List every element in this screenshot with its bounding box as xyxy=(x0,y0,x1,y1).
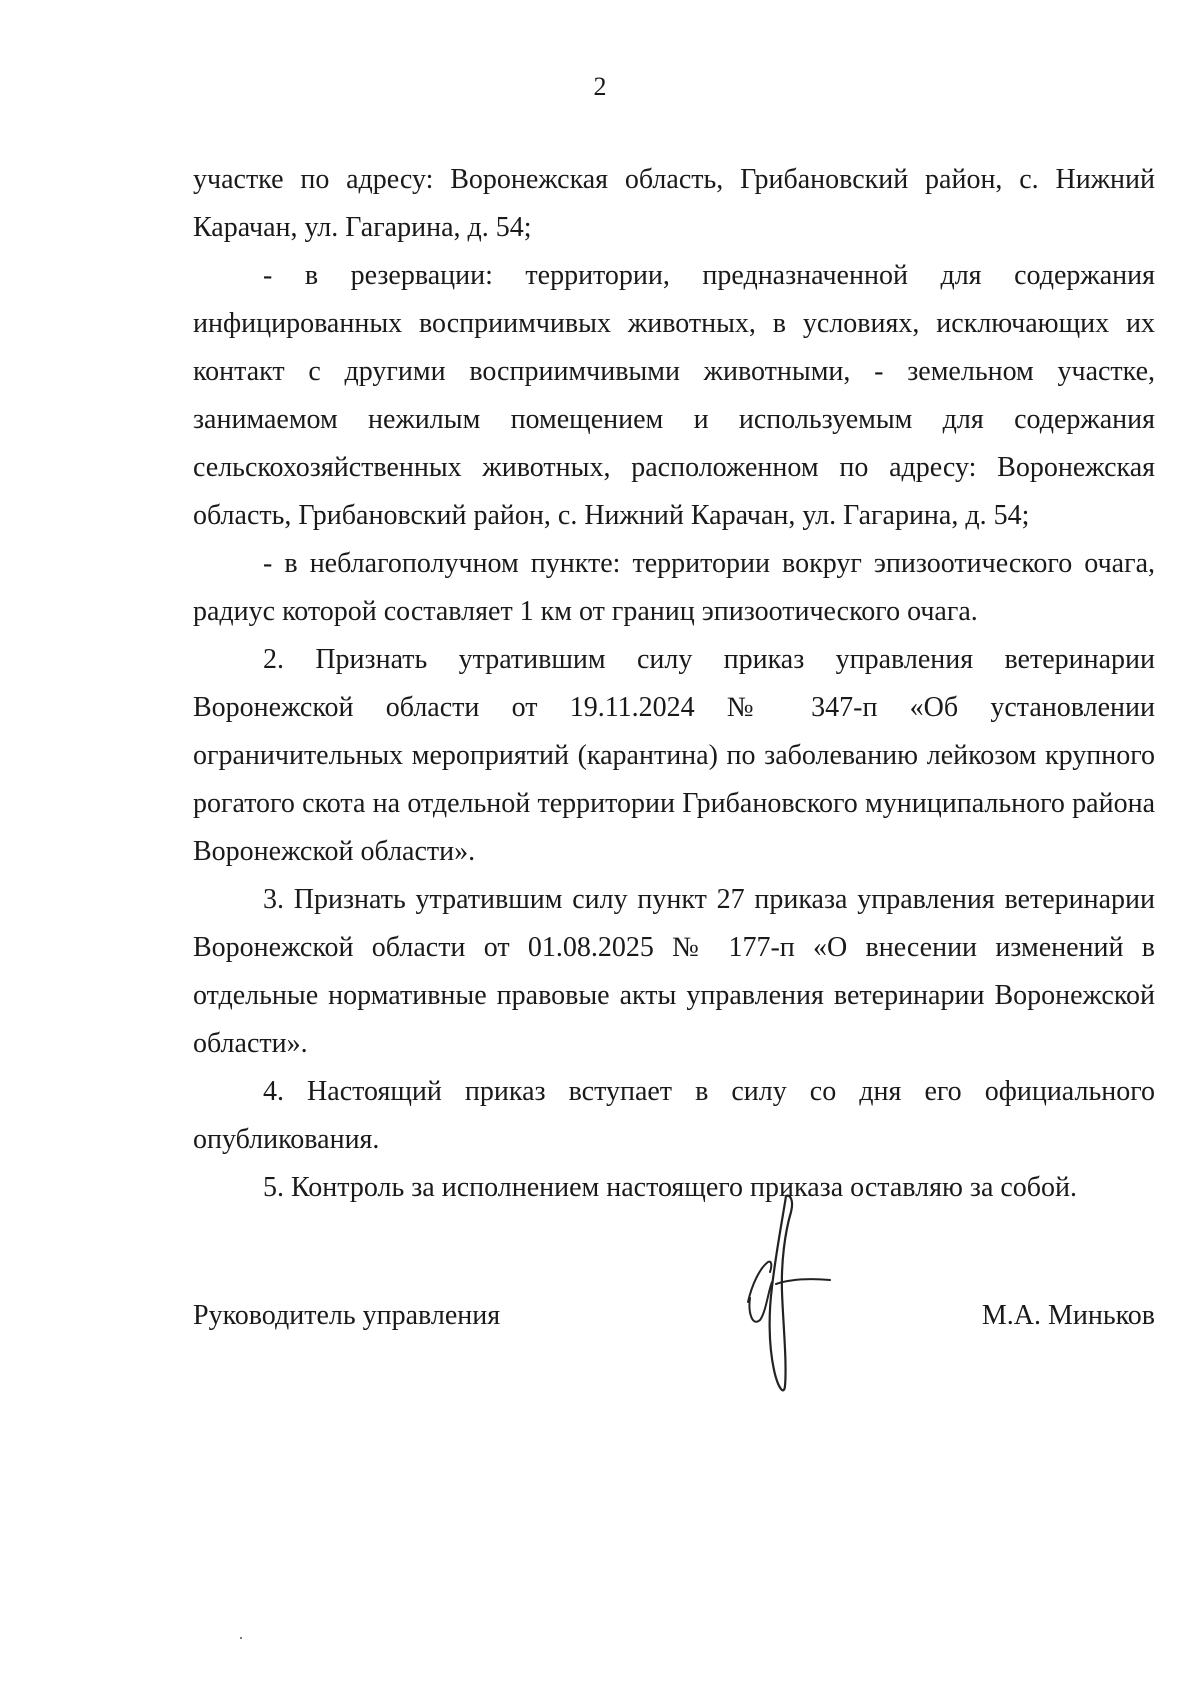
paragraph-item-3: 3. Признать утратившим силу пункт 27 приказа управления ветеринарии Воронежской области от 01.08.2025 № 177-п «О внесении изменений в отдельные нормативные правовые акты управления ветеринарии Воронежской области». xyxy=(193,884,1155,1059)
signature-block xyxy=(193,1280,1155,1400)
handwritten-signature-icon xyxy=(738,1192,838,1397)
paragraph-item-5: 5. Контроль за исполнением настоящего приказа оставляю за собой. xyxy=(263,1172,1078,1203)
signatory-name: М.А. Миньков xyxy=(981,1300,1155,1331)
scan-speck xyxy=(240,1637,242,1639)
paragraph-unfavorable-point: - в неблагополучном пункте: территории вокруг эпизоотического очага, радиус которой составляет 1 км от границ эпизоотического очага. xyxy=(193,548,1155,627)
paragraph-reservation: - в резервации: территории, предназначенной для содержания инфицированных восприимчивых животных, в условиях, исключающих их контакт с другими восприимчивыми животными, - земельном участке, занимаемом нежилым помещением и используемым для содержания сельскохозяйственных животных, расположенном по адресу: Воронежская область, Грибановский район, с. Нижний Карачан, ул. Гагарина, д. 54; xyxy=(193,260,1155,531)
paragraph-address-continuation: участке по адресу: Воронежская область, Грибановский район, с. Нижний Карачан, ул. Гагарина, д. 54; xyxy=(193,164,1155,243)
page-number: 2 xyxy=(593,72,607,101)
signatory-position: Руководитель управления xyxy=(193,1300,501,1331)
paragraph-item-4: 4. Настоящий приказ вступает в силу со дня его официального опубликования. xyxy=(193,1076,1155,1155)
document-body xyxy=(193,156,1155,1212)
paragraph-item-2: 2. Признать утратившим силу приказ управления ветеринарии Воронежской области от 19.11.2024 № 347-п «Об установлении ограничительных мероприятий (карантина) по заболеванию лейкозом крупного рогатого скота на отдельной территории Грибановского муниципального района Воронежской области». xyxy=(193,644,1155,867)
